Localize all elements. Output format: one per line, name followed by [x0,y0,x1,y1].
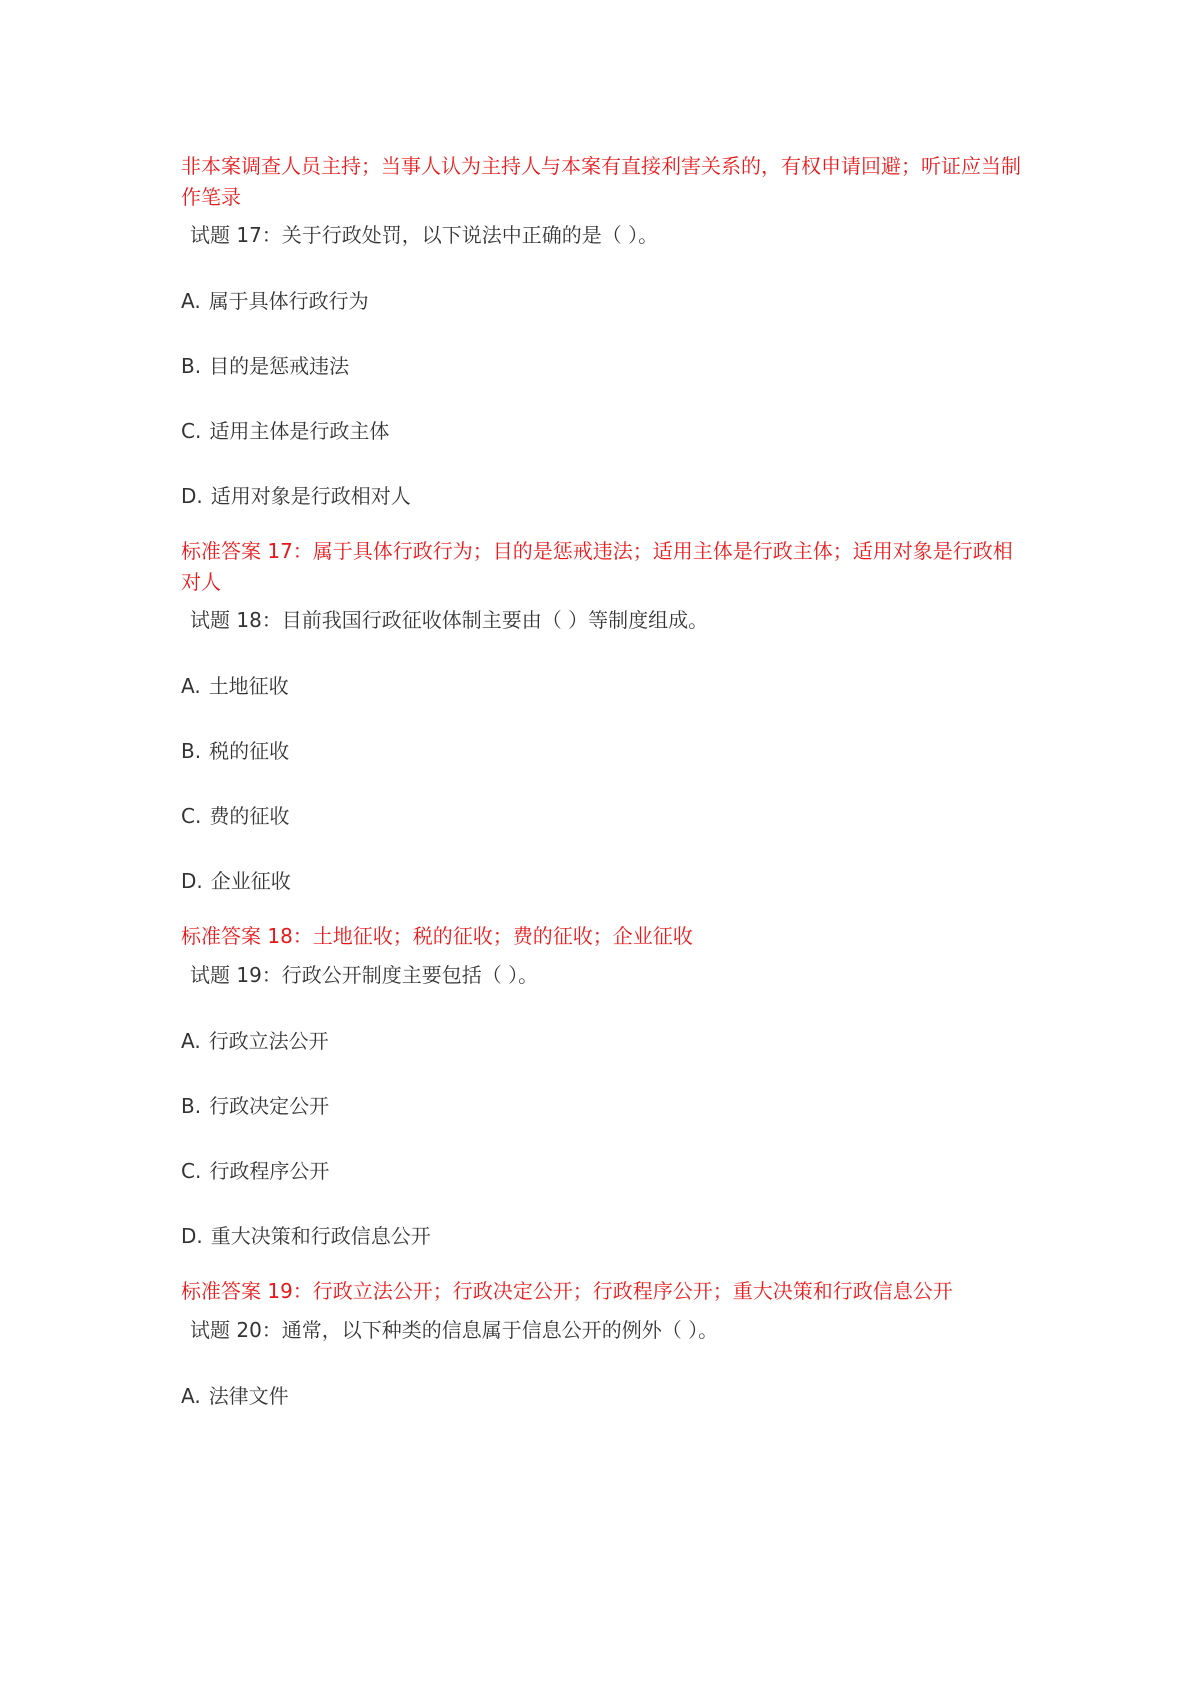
question-17-option-b: B. 目的是惩戒违法 [181,354,350,378]
answer-17: 标准答案 17：属于具体行政行为；目的是惩戒违法；适用主体是行政主体；适用对象是行政相对人 [181,539,1013,594]
question-17-option-d: D. 适用对象是行政相对人 [181,484,411,508]
question-19-title: 试题 19：行政公开制度主要包括（ ）。 [190,963,539,987]
question-18-option-b: B. 税的征收 [181,739,290,763]
question-19-option-b: B. 行政决定公开 [181,1094,330,1118]
question-17-option-c: C. 适用主体是行政主体 [181,419,390,443]
question-18-title: 试题 18：目前我国行政征收体制主要由（ ）等制度组成。 [190,608,709,632]
question-20-title: 试题 20：通常，以下种类的信息属于信息公开的例外（ ）。 [190,1318,719,1342]
question-18-option-a: A. 土地征收 [181,674,289,698]
question-17-option-a: A. 属于具体行政行为 [181,289,369,313]
answer-18: 标准答案 18：土地征收；税的征收；费的征收；企业征收 [181,924,693,948]
question-19-option-d: D. 重大决策和行政信息公开 [181,1224,431,1248]
question-20-option-a: A. 法律文件 [181,1384,289,1408]
question-18-option-c: C. 费的征收 [181,804,290,828]
question-19-option-a: A. 行政立法公开 [181,1029,329,1053]
question-17-title: 试题 17：关于行政处罚，以下说法中正确的是（ ）。 [190,223,659,247]
question-18-option-d: D. 企业征收 [181,869,291,893]
question-19-option-c: C. 行政程序公开 [181,1159,330,1183]
answer-19: 标准答案 19：行政立法公开；行政决定公开；行政程序公开；重大决策和行政信息公开 [181,1279,953,1303]
previous-answer-tail: 非本案调查人员主持；当事人认为主持人与本案有直接利害关系的，有权申请回避；听证应当制作笔录 [181,154,1021,209]
